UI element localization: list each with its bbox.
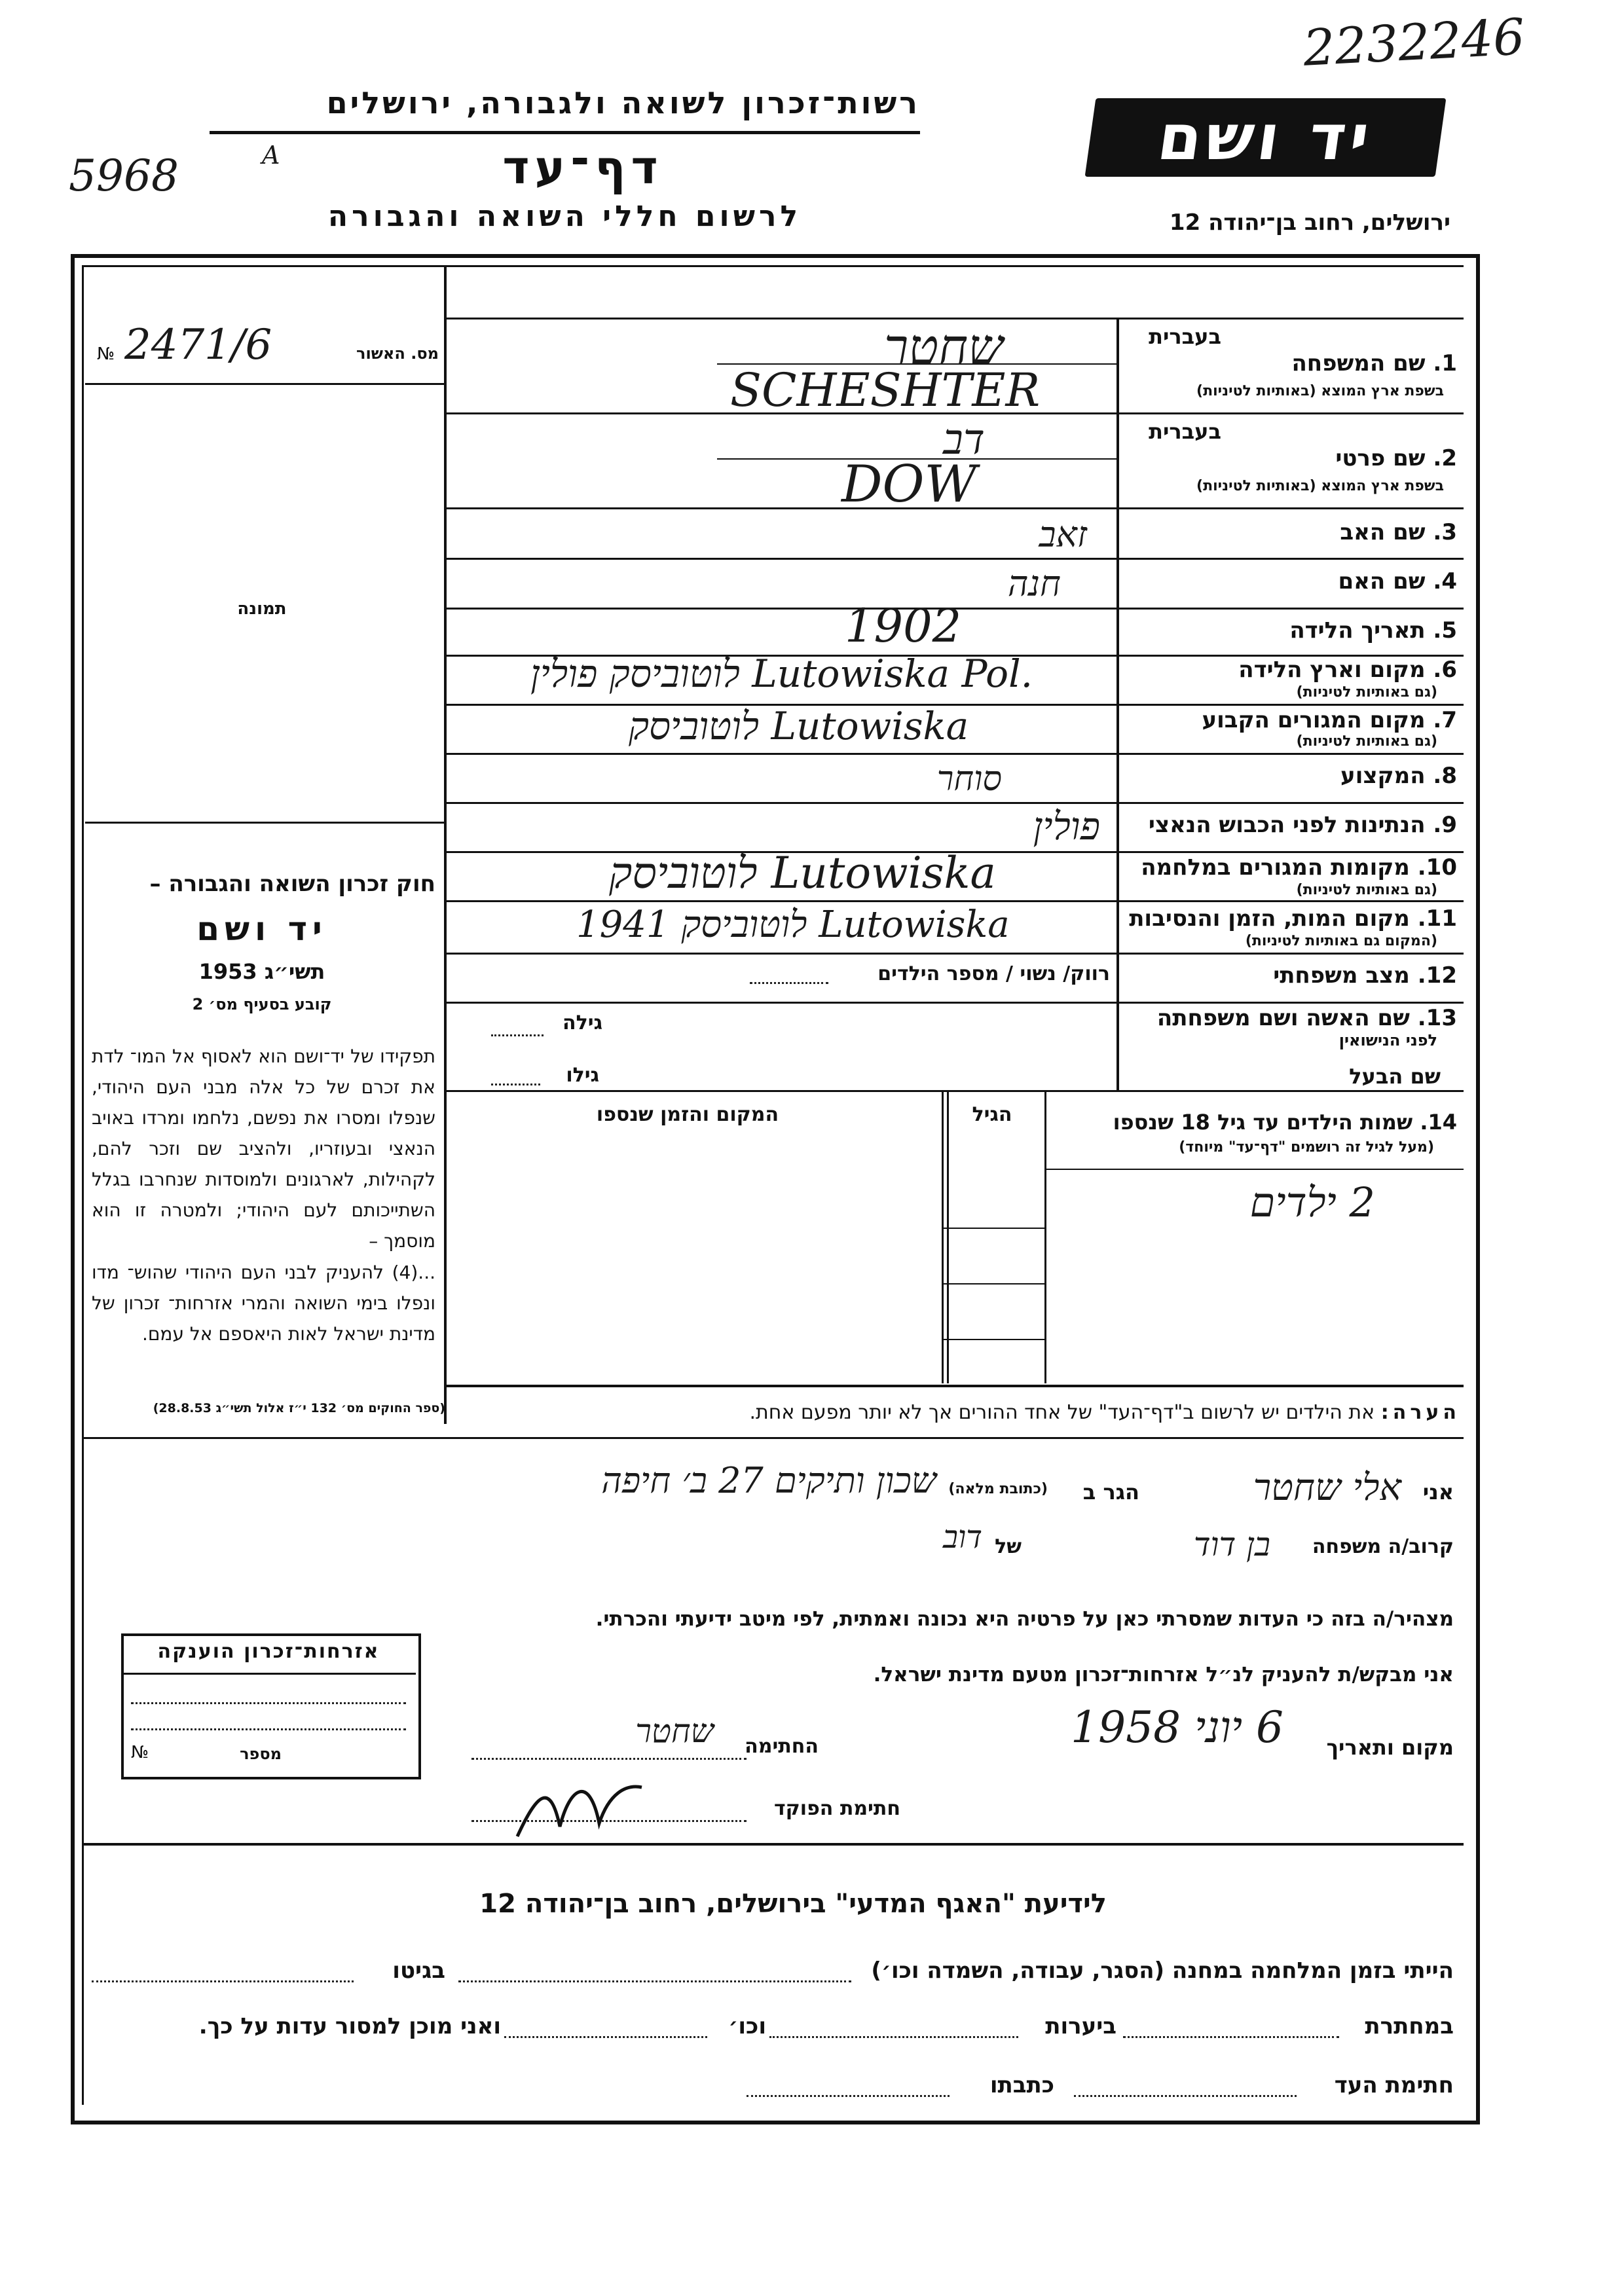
field-7-label-text: מקום המגורים הקבוע — [1202, 707, 1426, 733]
authority-underline — [210, 131, 920, 134]
officer-label: חתימת הפוקד — [774, 1797, 900, 1820]
field-2-label-text: שם פרטי — [1335, 445, 1426, 471]
field-12-dots — [750, 982, 828, 984]
remark-row — [452, 1401, 1460, 1424]
header-address: ירושלים, רחוב בן־יהודה 12 — [1169, 210, 1450, 236]
declarant-addr-note: (כתובת מלאה) — [948, 1481, 1048, 1497]
field-2-hebrew-tag: בעברית — [1149, 419, 1221, 444]
field-8-label — [1123, 763, 1457, 789]
field-5-label-text: תאריך הלידה — [1289, 617, 1426, 644]
field-12-tail: רווק/ נשוי / מספר הילדים — [877, 962, 1110, 985]
field-13-husband: שם הבעל — [1349, 1064, 1441, 1089]
field-3-num: 3. — [1433, 519, 1457, 545]
citizenship-number-label: מספר — [240, 1745, 282, 1763]
footer-witness-sig: חתימת העד — [1334, 2072, 1454, 2098]
field-3-label-text: שם האב — [1340, 519, 1426, 545]
field-6-value: לוטוביסק פולין Lutowiska Pol. — [530, 651, 1033, 696]
row-sep-10 — [445, 900, 1464, 902]
row-sep-3 — [445, 558, 1464, 560]
statement-1: מצהיר/ה בזה כי העדות שמסרתי כאן על פרטיה היא נכונה ואמתית, לפי מיטב ידיעתי והכרתי. — [595, 1607, 1454, 1631]
footer-forests: ביערות — [1045, 2013, 1116, 2039]
field-9-label — [1123, 812, 1457, 838]
field-1-label — [1123, 350, 1457, 376]
left-column-divider — [444, 265, 447, 1424]
footer-partisans: במחתרת — [1365, 2013, 1454, 2039]
field-2-value-he: דב — [943, 416, 985, 464]
law-title: חוק זכרון השואה והגבורה – — [149, 871, 435, 897]
children-row-2 — [942, 1283, 1046, 1285]
footer-ghetto-dots — [92, 1980, 354, 1982]
children-entry: 2 ילדים — [1249, 1178, 1375, 1226]
field-6-num: 6. — [1433, 657, 1457, 683]
field-10-value: לוטוביסק Lutowiska — [609, 848, 996, 898]
citizenship-dots-2 — [131, 1728, 406, 1730]
field-14-note: (מעל לגיל זה רושמים "דף־עד" מיוחד) — [1179, 1139, 1434, 1156]
field-6-label-text: מקום וארץ הלידה — [1238, 657, 1426, 683]
approval-label: מס. האשור — [356, 344, 439, 363]
statement-2: אני מבקש/ת להעניק לנ״ל אזרחות־זכרון מטעם מדינת ישראל. — [873, 1663, 1454, 1686]
approval-line — [85, 383, 444, 385]
field-12-label — [1123, 962, 1457, 989]
field-12-num: 12. — [1417, 962, 1457, 989]
declarant-prefix: אני — [1422, 1480, 1454, 1504]
law-name: יד ושם — [196, 910, 327, 948]
photo-line — [85, 822, 444, 824]
field-5-num: 5. — [1433, 617, 1457, 644]
row-sep-12 — [445, 1002, 1464, 1004]
field-4-label-text: שם האם — [1338, 568, 1426, 594]
footer-testify: ואני מוכן למסור עדות על כך. — [198, 2013, 501, 2039]
field-14-label-text: שמות הילדים עד גיל 18 שנספו — [1113, 1110, 1413, 1135]
row-sep-13 — [445, 1090, 1464, 1092]
field-2-num: 2. — [1433, 445, 1457, 471]
field-11-note: (המקום גם באותיות לטיניות) — [1245, 933, 1437, 949]
officer-signature — [511, 1768, 655, 1846]
relation-label: קרוב/ה משפחה — [1312, 1535, 1454, 1558]
field-13-age-wife: גילה — [563, 1011, 602, 1034]
citizenship-title: אזרחות־זכרון הוענקה — [157, 1640, 380, 1663]
field-10-num: 10. — [1417, 854, 1457, 881]
authority-title: רשות־זכרון לשואה ולגבורה, ירושלים — [326, 85, 920, 120]
field-13-age-wife-dots — [491, 1034, 544, 1036]
field-1-value-he: שחטר — [884, 318, 1004, 376]
field-1-label-text: שם המשפחה — [1291, 350, 1426, 376]
field-9-value: פולין — [1033, 804, 1100, 848]
law-ref: (ספר החוקים מס׳ 132 י״ז אלול תשי״ג 28.8.53) — [153, 1401, 445, 1415]
logo-text: יד ושם — [1153, 101, 1378, 174]
signature-label: החתימה — [745, 1735, 819, 1758]
field-14-label — [1054, 1110, 1457, 1135]
field-11-label-text: מקום המות, הזמן והנסיבות — [1129, 905, 1410, 932]
field-13-num: 13. — [1417, 1005, 1457, 1031]
footer-etc-dots — [504, 2036, 707, 2038]
field-8-value: סוחר — [936, 759, 1002, 799]
field-1-hebrew-tag: בעברית — [1149, 324, 1221, 349]
row-sep-11 — [445, 953, 1464, 955]
field-14-num: 14. — [1420, 1110, 1457, 1135]
field-13-age-husband: גילו — [566, 1064, 599, 1087]
field-11-label — [1123, 905, 1457, 932]
field-3-label — [1123, 519, 1457, 545]
field-8-num: 8. — [1433, 763, 1457, 789]
footer-line1-dots — [458, 1980, 851, 1982]
field-7-label — [1123, 707, 1457, 733]
declarant-resides: הגר ב — [1082, 1480, 1139, 1504]
field-10-note: (גם באותיות לטיניות) — [1296, 882, 1437, 898]
row-sep-7 — [445, 753, 1464, 755]
approval-box — [85, 321, 442, 380]
photo-label: תמונה — [237, 599, 287, 619]
form-subtitle: לרשום חללי השואה והגבורה — [327, 200, 802, 233]
side-number: 5968 — [69, 151, 179, 201]
relation-of-label: של — [995, 1535, 1022, 1558]
field-3-value: זאב — [1039, 514, 1087, 555]
citizenship-title-line — [124, 1673, 416, 1675]
footer-forests-dots — [769, 2036, 1018, 2038]
field-7-num: 7. — [1433, 707, 1457, 733]
field-9-num: 9. — [1433, 812, 1457, 838]
declaration-bottom-line — [82, 1843, 1464, 1846]
field-7-value: לוטוביסק Lutowiska — [629, 704, 969, 748]
children-row-1 — [942, 1228, 1046, 1229]
field-6-note: (גם באותיות לטיניות) — [1296, 684, 1437, 701]
place-date-value: 6 יוני 1958 — [1071, 1702, 1283, 1753]
field-1-value-latin: SCHESHTER — [730, 363, 1041, 417]
approval-no-sign: № — [97, 344, 115, 364]
footer-partisans-dots — [1123, 2036, 1339, 2038]
field-13-note: לפני הנישואין — [1338, 1031, 1437, 1049]
field-7-note: (גם באותיות לטיניות) — [1296, 733, 1437, 750]
field-10-label-text: מקומות המגורים במלחמה — [1141, 854, 1410, 881]
field-13-age-husband-dots — [491, 1084, 540, 1085]
field-8-label-text: המקצוע — [1340, 763, 1426, 789]
frame-inner-top — [82, 265, 1464, 267]
field-4-label — [1123, 568, 1457, 594]
children-col-age: הגיל — [972, 1103, 1012, 1126]
signature-value: שחטר — [635, 1712, 714, 1750]
field-10-label — [1123, 854, 1457, 881]
frame-inner-left — [82, 265, 84, 2105]
relation-of-value: דוב — [942, 1519, 982, 1556]
citizenship-dots-1 — [131, 1702, 406, 1704]
children-bottom-line — [445, 1385, 1464, 1387]
side-mark: A — [262, 141, 280, 170]
footer-witness-dots — [1074, 2095, 1297, 2097]
field-11-num: 11. — [1417, 905, 1457, 932]
field-1-num: 1. — [1433, 350, 1457, 376]
remark-line — [82, 1437, 1464, 1439]
declarant-name: אלי שחטר — [1253, 1467, 1401, 1509]
law-clause: קובע בסעיף מס׳ 2 — [192, 995, 332, 1013]
field-2-label — [1123, 445, 1457, 471]
field-13-label-text: שם האשה ושם משפחתה — [1156, 1005, 1410, 1031]
field-5-label — [1123, 617, 1457, 644]
field-1-note: בשפת ארץ המוצא (באותיות לטיניות) — [1196, 383, 1444, 399]
children-row-3 — [942, 1339, 1046, 1340]
footer-address-dots — [747, 2095, 950, 2097]
footer-line1: הייתי בזמן המלחמה במחנה (הסגר, עבודה, השמדה וכו׳) — [871, 1958, 1454, 1984]
field-6-label — [1123, 657, 1457, 683]
citizenship-no-sign: № — [131, 1743, 149, 1762]
field-13-label — [1123, 1005, 1457, 1031]
law-text: תפקידו של יד־ושם הוא לאסוף אל המו־ לדת את זכרם של כל אלה מבני העם היהודי, שנפלו ומסרו את נפשם, נלחמו ומרדו באויב הנאצי ובעוזריו, ולהציב שם וזכר להם, לקהילות, לארגונים ולמוסדות שנחרבו בגלל השתייכותם לעם היהודי; ולמטרה זו הוא מוסמך – — [92, 1046, 435, 1252]
children-col-place: המקום והזמן שנספו — [596, 1103, 779, 1126]
children-header-line — [1044, 1169, 1464, 1170]
law-text-2: ...(4) להעניק לבני העם היהודי שהוש־ מדו ונפלו בימי השואה והמרי אזרחות־ זכרון של מדינת ישראל לאות היאספם אל עמם. — [92, 1262, 435, 1345]
field-4-num: 4. — [1433, 568, 1457, 594]
declarant-address: שכון ותיקים 27 ב׳ חיפה — [601, 1460, 936, 1501]
law-year: תשי״ג 1953 — [198, 959, 325, 984]
yad-vashem-logo — [1085, 98, 1447, 177]
remark-text: את הילדים יש לרשום ב"דף־העד" של אחד ההורים אך לא יותר מפעם אחת. — [749, 1401, 1375, 1424]
signature-dots — [471, 1758, 747, 1760]
field-2-value-latin: DOW — [841, 455, 977, 514]
field-12-label-text: מצב משפחתי — [1273, 962, 1410, 989]
relation-value: בן דוד — [1193, 1525, 1270, 1563]
field-4-value: חנה — [1007, 563, 1061, 604]
footer-title: לידיעת "האגף המדעי" בירושלים, רחוב בן־יהודה 12 — [479, 1889, 1107, 1919]
remark-label: הערה: — [1380, 1401, 1460, 1424]
footer-ghetto: בגיטו — [392, 1958, 445, 1984]
form-title: דף־עד — [502, 141, 663, 194]
place-date-label: מקום ותאריך — [1326, 1735, 1454, 1760]
footer-address: כתבתו — [989, 2072, 1054, 2098]
field-5-value: 1902 — [845, 599, 962, 653]
approval-value: 2471/6 — [124, 321, 272, 369]
archive-number: 2232246 — [1301, 7, 1526, 77]
footer-etc: וכו׳ — [728, 2013, 766, 2039]
field-11-value: לוטוביסק 1941 Lutowiska — [576, 903, 1010, 946]
field-2-note: בשפת ארץ המוצא (באותיות לטיניות) — [1196, 478, 1444, 494]
field-9-label-text: הנתינות לפני הכבוש הנאצי — [1148, 812, 1426, 838]
